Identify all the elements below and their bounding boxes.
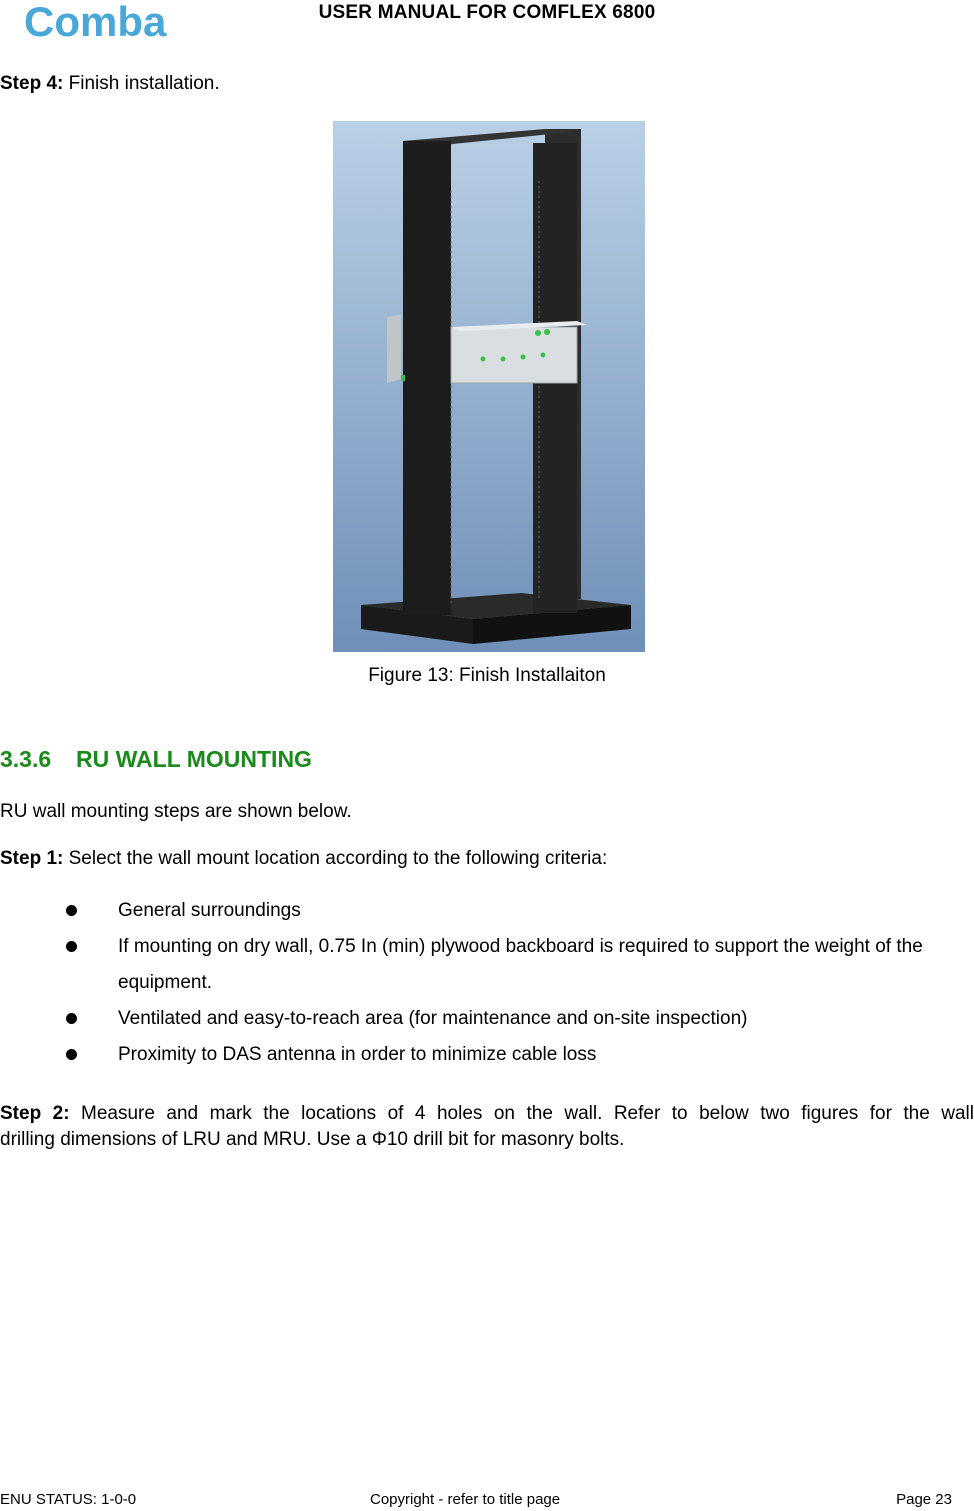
list-item: If mounting on dry wall, 0.75 In (min) plywood backboard is required to support the weight of the equipment. — [0, 929, 968, 1001]
bullet-icon — [66, 905, 77, 916]
figure-caption: Figure 13: Finish Installaiton — [368, 665, 606, 686]
bullet-icon — [66, 1049, 77, 1060]
list-item: General surroundings — [0, 893, 968, 929]
rack-unit-front — [451, 327, 577, 383]
step-4-label: Step 4: — [0, 73, 64, 94]
list-item: Proximity to DAS antenna in order to minimize cable loss — [0, 1037, 968, 1073]
footer-status: ENU STATUS: 1-0-0 — [0, 1491, 137, 1508]
step-1-text: Select the wall mount location according to the following criteria: — [63, 848, 608, 869]
bullet-icon — [66, 1013, 77, 1024]
step-2-line-2: drilling dimensions of LRU and MRU. Use a Φ10 drill bit for masonry bolts. — [0, 1129, 625, 1150]
step-2-label: Step 2: — [0, 1103, 70, 1124]
criteria-list — [0, 893, 974, 1073]
intro-paragraph: RU wall mounting steps are shown below. — [0, 801, 352, 822]
footer-page-number: Page 23 — [896, 1491, 952, 1508]
rack-installation-figure — [333, 121, 645, 652]
section-heading — [0, 746, 312, 773]
figure-background — [333, 121, 645, 652]
step-4-paragraph — [0, 72, 220, 96]
step-1-paragraph — [0, 847, 607, 871]
step-2-line-1 — [0, 1102, 974, 1126]
section-number: 3.3.6 — [0, 746, 52, 772]
rack-front-post-left — [403, 141, 451, 615]
step-1-label: Step 1: — [0, 848, 64, 869]
footer-copyright: Copyright - refer to title page — [370, 1491, 561, 1508]
document-title: USER MANUAL FOR COMFLEX 6800 — [318, 2, 656, 23]
unit-side — [387, 315, 401, 383]
step-2-text: Measure and mark the locations of 4 holes on the wall. Refer to below two figures for the wall — [69, 1103, 974, 1124]
logo-text: Comba — [24, 2, 167, 42]
section-title: RU WALL MOUNTING — [76, 746, 312, 772]
bullet-icon — [66, 941, 77, 952]
list-item: Ventilated and easy-to-reach area (for maintenance and on-site inspection) — [0, 1001, 968, 1037]
step-4-text: Finish installation. — [63, 73, 220, 94]
